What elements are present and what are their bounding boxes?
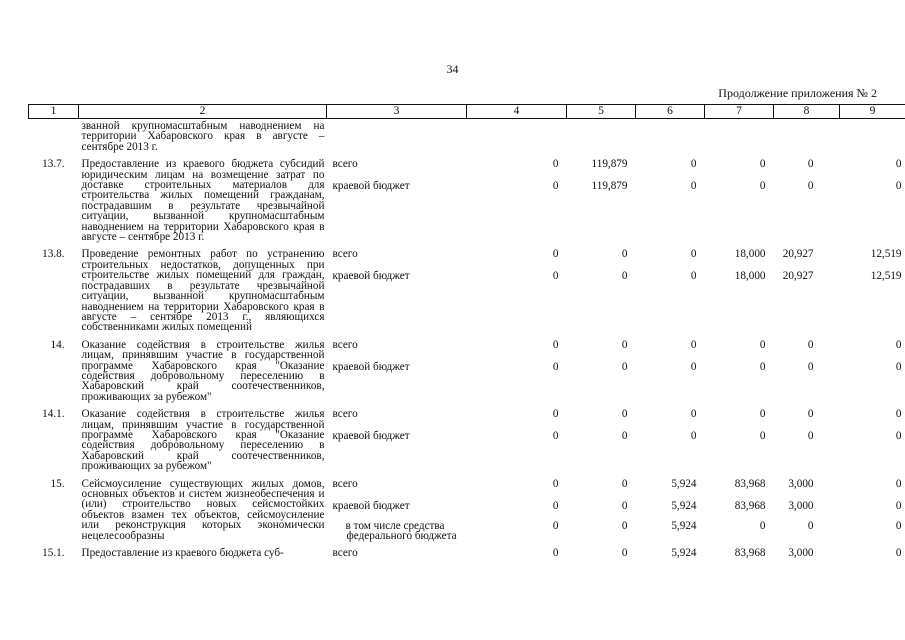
value: 0 bbox=[621, 270, 628, 283]
value: 0 bbox=[759, 408, 766, 421]
table-row bbox=[29, 541, 905, 570]
value: 18,000 bbox=[734, 270, 766, 283]
value-cell-col-5 bbox=[567, 402, 636, 471]
value: 0 bbox=[759, 360, 766, 373]
value-cell-col-6 bbox=[636, 541, 705, 570]
value: 3,000 bbox=[788, 547, 814, 560]
funding-source: всего bbox=[332, 408, 358, 421]
funding-source: краевой бюджет bbox=[332, 499, 410, 512]
row-index: 14.1. bbox=[42, 408, 65, 421]
value: 0 bbox=[895, 547, 902, 560]
table-row bbox=[29, 152, 905, 242]
value: 119,879 bbox=[591, 180, 628, 193]
value-cell-col-7 bbox=[705, 402, 774, 471]
column-header: 8 bbox=[774, 105, 840, 119]
value-cell-col-4 bbox=[467, 541, 567, 570]
funding-source-cell bbox=[327, 333, 467, 402]
column-header-row bbox=[29, 105, 905, 119]
value: 0 bbox=[552, 547, 559, 560]
value-cell-col-8 bbox=[774, 472, 840, 541]
table-row bbox=[29, 472, 905, 541]
value: 83,968 bbox=[734, 547, 766, 560]
value: 0 bbox=[552, 499, 559, 512]
value: 0 bbox=[807, 180, 814, 193]
value: 0 bbox=[759, 519, 766, 532]
column-header: 7 bbox=[705, 105, 774, 119]
value-cell-col-9 bbox=[840, 242, 905, 332]
value: 0 bbox=[621, 338, 628, 351]
row-description: званной крупномасштабным наводнением на территории Хабаровского края в августе – сентябре 2013 г. bbox=[81, 120, 325, 153]
value-cell-col-7 bbox=[705, 333, 774, 402]
value-cell-col-7 bbox=[705, 242, 774, 332]
row-description: Оказание содействия в строительстве жилья лицам, принявшим участие в государственной программе Хабаровского края "Оказание содействия добровольному переселению в Хабаровский край соотечественников, проживающих за рубежом" bbox=[81, 408, 325, 473]
value-cell-col-7 bbox=[705, 152, 774, 242]
value-cell-col-9 bbox=[840, 152, 905, 242]
value-cell-col-6 bbox=[636, 333, 705, 402]
table-row bbox=[29, 402, 905, 471]
row-index: 13.7. bbox=[42, 158, 65, 171]
value: 12,519 bbox=[870, 248, 902, 261]
funding-source: в том числе средства федерального бюджета bbox=[345, 519, 457, 542]
value-cell-col-4 bbox=[467, 472, 567, 541]
value-cell-col-5 bbox=[567, 472, 636, 541]
value: 20,927 bbox=[782, 270, 814, 283]
column-header: 5 bbox=[567, 105, 636, 119]
value: 5,924 bbox=[671, 547, 697, 560]
value: 0 bbox=[895, 180, 902, 193]
value: 3,000 bbox=[788, 499, 814, 512]
row-index: 13.8. bbox=[42, 248, 65, 261]
value: 5,924 bbox=[671, 519, 697, 532]
row-description: Предоставление из краевого бюджета субсидий юридическим лицам на возмещение затрат по доставке строительных материалов для строительства жилых помещений гражданам, пострадавшим в результате чрезвычайной ситуации, вызванной крупномасштабным наводнением на территории Хабаровского края в августе – сентябре 2013 г. bbox=[81, 158, 325, 244]
value: 0 bbox=[895, 499, 902, 512]
value: 0 bbox=[807, 158, 814, 171]
value: 0 bbox=[807, 360, 814, 373]
column-header: 2 bbox=[79, 105, 327, 119]
table-body bbox=[29, 119, 905, 571]
value: 5,924 bbox=[671, 477, 697, 490]
table-row bbox=[29, 119, 905, 153]
row-description: Оказание содействия в строительстве жилья лицам, принявшим участие в государственной программе Хабаровского края "Оказание содействия добровольному переселению в Хабаровский край соотечественников, проживающих за рубежом" bbox=[81, 338, 325, 403]
column-header: 6 bbox=[636, 105, 705, 119]
value: 0 bbox=[759, 180, 766, 193]
value: 0 bbox=[552, 338, 559, 351]
value-cell-col-4 bbox=[467, 152, 567, 242]
value: 0 bbox=[759, 430, 766, 443]
value: 0 bbox=[895, 360, 902, 373]
value: 0 bbox=[690, 430, 697, 443]
value: 0 bbox=[807, 338, 814, 351]
row-description: Предоставление из краевого бюджета суб- bbox=[81, 547, 284, 560]
row-description: Проведение ремонтных работ по устранению строительных недостатков, допущенных при строительстве жилых помещений для граждан, пострадавших в результате чрезвычайной ситуации, вызванной крупномасштабным наводнением на территории Хабаровского края в августе – сентябре 2013 г., являющихся собственниками жилых помещений bbox=[81, 248, 325, 334]
value: 0 bbox=[807, 519, 814, 532]
value-cell-col-8 bbox=[774, 152, 840, 242]
value: 0 bbox=[621, 477, 628, 490]
funding-table bbox=[28, 104, 905, 570]
value-cell-col-8 bbox=[774, 402, 840, 471]
value-cell-col-4 bbox=[467, 333, 567, 402]
value: 0 bbox=[552, 180, 559, 193]
value-cell-col-7 bbox=[705, 541, 774, 570]
row-description: Сейсмоусиление существующих жилых домов, основных объектов и систем жизнеобеспечения и (или) строительство новых сейсмостойких объектов взамен тех объектов, сейсмоусиление или реконструкция которых экономически нецелесообразны bbox=[81, 477, 325, 542]
value-cell-col-9 bbox=[840, 541, 905, 570]
value-cell-col-5 bbox=[567, 152, 636, 242]
funding-source: всего bbox=[332, 547, 358, 560]
value-cell-col-6 bbox=[636, 402, 705, 471]
column-header: 4 bbox=[467, 105, 567, 119]
value-cell-col-9 bbox=[840, 333, 905, 402]
funding-source: всего bbox=[332, 158, 358, 171]
row-index: 15. bbox=[50, 477, 65, 490]
value: 0 bbox=[807, 408, 814, 421]
value: 0 bbox=[895, 338, 902, 351]
value-cell-col-8 bbox=[774, 119, 840, 153]
value-cell-col-5 bbox=[567, 242, 636, 332]
value: 0 bbox=[895, 477, 902, 490]
funding-source-cell bbox=[327, 242, 467, 332]
value: 0 bbox=[552, 477, 559, 490]
value: 0 bbox=[552, 360, 559, 373]
value: 0 bbox=[552, 519, 559, 532]
value: 0 bbox=[690, 158, 697, 171]
table-row bbox=[29, 333, 905, 402]
value: 0 bbox=[895, 408, 902, 421]
value-cell-col-8 bbox=[774, 242, 840, 332]
value: 3,000 bbox=[788, 477, 814, 490]
value-cell-col-7 bbox=[705, 119, 774, 153]
value: 0 bbox=[690, 360, 697, 373]
value: 0 bbox=[621, 408, 628, 421]
value: 83,968 bbox=[734, 499, 766, 512]
row-index: 15.1. bbox=[42, 547, 65, 560]
funding-source-cell bbox=[327, 119, 467, 153]
value-cell-col-6 bbox=[636, 119, 705, 153]
row-index bbox=[29, 119, 79, 153]
value: 0 bbox=[895, 158, 902, 171]
value: 0 bbox=[552, 270, 559, 283]
value: 0 bbox=[690, 338, 697, 351]
funding-source-cell bbox=[327, 472, 467, 541]
value: 0 bbox=[552, 430, 559, 443]
funding-source: краевой бюджет bbox=[332, 180, 410, 193]
value: 0 bbox=[552, 248, 559, 261]
value-cell-col-9 bbox=[840, 472, 905, 541]
funding-source: краевой бюджет bbox=[332, 360, 410, 373]
value: 0 bbox=[621, 499, 628, 512]
value-cell-col-4 bbox=[467, 119, 567, 153]
continuation-label: Продолжение приложения № 2 bbox=[718, 86, 877, 100]
value: 0 bbox=[552, 158, 559, 171]
value-cell-col-9 bbox=[840, 119, 905, 153]
value: 0 bbox=[621, 547, 628, 560]
value: 119,879 bbox=[591, 158, 628, 171]
value: 0 bbox=[621, 248, 628, 261]
value: 0 bbox=[690, 408, 697, 421]
funding-source-cell bbox=[327, 541, 467, 570]
value-cell-col-9 bbox=[840, 402, 905, 471]
funding-source: краевой бюджет bbox=[332, 270, 410, 283]
value: 20,927 bbox=[782, 248, 814, 261]
value: 0 bbox=[552, 408, 559, 421]
value: 0 bbox=[807, 430, 814, 443]
value-cell-col-8 bbox=[774, 541, 840, 570]
value: 0 bbox=[621, 360, 628, 373]
row-index: 14. bbox=[50, 338, 65, 351]
funding-source: всего bbox=[332, 477, 358, 490]
value: 0 bbox=[759, 338, 766, 351]
value-cell-col-6 bbox=[636, 242, 705, 332]
value-cell-col-7 bbox=[705, 472, 774, 541]
value: 5,924 bbox=[671, 499, 697, 512]
value-cell-col-5 bbox=[567, 541, 636, 570]
value-cell-col-5 bbox=[567, 119, 636, 153]
value: 12,519 bbox=[870, 270, 902, 283]
funding-source: краевой бюджет bbox=[332, 430, 410, 443]
value-cell-col-4 bbox=[467, 402, 567, 471]
page-number: 34 bbox=[446, 62, 459, 76]
value: 83,968 bbox=[734, 477, 766, 490]
funding-source-cell bbox=[327, 402, 467, 471]
value: 0 bbox=[621, 430, 628, 443]
value-cell-col-6 bbox=[636, 472, 705, 541]
value: 0 bbox=[690, 248, 697, 261]
value: 0 bbox=[690, 270, 697, 283]
value: 0 bbox=[759, 158, 766, 171]
value-cell-col-4 bbox=[467, 242, 567, 332]
value-cell-col-8 bbox=[774, 333, 840, 402]
value: 18,000 bbox=[734, 248, 766, 261]
column-header: 9 bbox=[840, 105, 905, 119]
value-cell-col-5 bbox=[567, 333, 636, 402]
value: 0 bbox=[895, 519, 902, 532]
funding-source-cell bbox=[327, 152, 467, 242]
value: 0 bbox=[621, 519, 628, 532]
funding-source: всего bbox=[332, 248, 358, 261]
value-cell-col-6 bbox=[636, 152, 705, 242]
funding-source: всего bbox=[332, 338, 358, 351]
value: 0 bbox=[895, 430, 902, 443]
table-row bbox=[29, 242, 905, 332]
column-header: 1 bbox=[29, 105, 79, 119]
column-header: 3 bbox=[327, 105, 467, 119]
value: 0 bbox=[690, 180, 697, 193]
